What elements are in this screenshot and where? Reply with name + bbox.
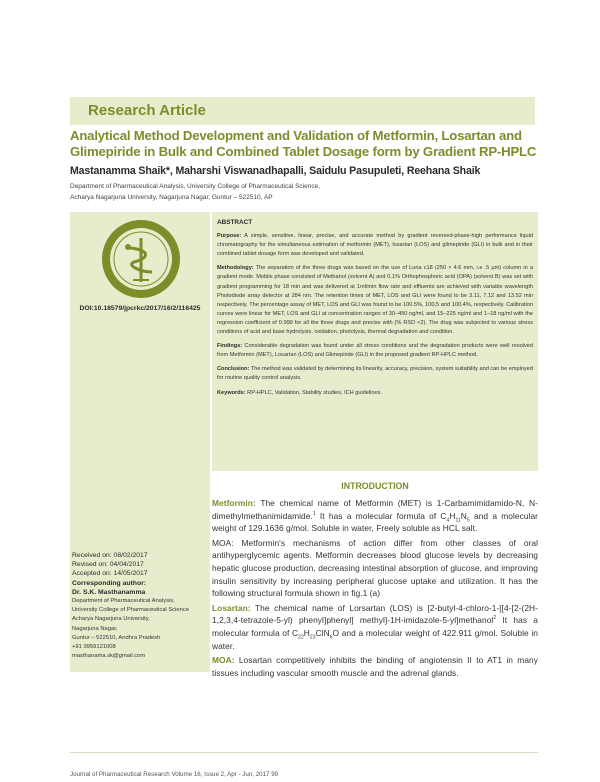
footer-divider (70, 752, 538, 753)
received-date: Received on: 08/02/2017 (72, 552, 148, 559)
corresponding-author-name: Dr. S.K. Masthanamma (72, 588, 146, 596)
abstract (217, 218, 533, 403)
findings-label: Findings: (217, 343, 243, 350)
losartan-label: Losartan: (212, 602, 251, 613)
affiliation-line-2: Acharya Nagarjuna University, Nagarjuna Nagar, Guntur – 522510, AP (70, 194, 273, 201)
text-run: Losartan competitively inhibits the binding of angiotensin II to AT1 in many tissues including vascular smooth muscle and the adrenal glands. (212, 655, 538, 678)
paragraph-moa-losartan (212, 654, 538, 679)
text-run: It has a molecular formula of C (319, 510, 447, 521)
text-run: The chemical name of Metformin (MET) is 1-Carbamimidamido-N, N-dimethylmethanimidamide. (212, 498, 538, 521)
address-line: University College of Pharmaceutical Science (72, 607, 189, 614)
text-run: H (303, 627, 310, 638)
introduction-body (212, 497, 538, 681)
paragraph-moa-metformin: MOA: Metformin's mechanisms of action differ from other classes of oral antihyperglycemic agents. Metformin decreases blood glucose levels by decreasing hepatic glucose production, decreasing intestinal absorption of glucose, and improving insulin sensitivity by increasing peripheral glucose uptake and utilization. It has the following structural formula shown in fig.1 (a) (212, 537, 538, 599)
purpose-label: Purpose: (217, 233, 242, 240)
text-run: and a molecular weight of 129.1636 g/mol. Soluble in water, Freely soluble as HCL salt. (212, 510, 539, 534)
text-run: O and a molecular weight of 422.911 g/mol. Soluble in water. (212, 627, 538, 651)
text-run: H (449, 510, 456, 521)
moa-label: MOA: (212, 655, 235, 666)
conclusion-label: Conclusion: (217, 366, 250, 373)
purpose-text: A simple, sensitive, linear, precise, and accurate method by gradient reversed-phase-high performance liquid chromatography for the simultaneous estimation of metformin (MET), losartan (LOS) and glimepiride (GLI) in bulk and in their combined tablet dosage form was developed and validated. (217, 233, 533, 258)
abstract-conclusion (217, 365, 533, 383)
article-dates (72, 551, 208, 661)
email: masthanama.sk@gmail.com (72, 653, 146, 660)
text-run: N (460, 510, 467, 521)
introduction-heading: INTRODUCTION (341, 481, 409, 491)
journal-footer: Journal of Pharmaceutical Research Volume 16, Issue 2, Apr - Jun, 2017 99 (70, 771, 279, 778)
text-run: ClN (315, 627, 330, 638)
address-line: Department of Pharmaceutical Analysis, (72, 598, 175, 605)
paper-title: Analytical Method Development and Validation of Metformin, Losartan and Glimepiride in Bulk and Combined Tablet Dosage form by Gradient RP-HPLC (70, 128, 537, 159)
keywords-label: Keywords: (217, 389, 246, 396)
affiliation-line-1: Department of Pharmaceutical Analysis, University College of Pharmaceutical Science, (70, 183, 321, 190)
methodology-label: Methodology: (217, 265, 254, 272)
corresponding-address (72, 597, 208, 661)
address-line: Acharya Nagarjuna University, (72, 616, 150, 623)
revised-date: Revised on: 04/04/2017 (72, 561, 144, 569)
doi-label: DOI:10.18579/jpcrkc/2017/16/2/116425 (79, 305, 201, 312)
subscript: 5 (466, 517, 470, 524)
abstract-heading: ABSTRACT (217, 219, 253, 226)
text-run: It has a molecular formula of C (212, 615, 538, 638)
keywords-text: RP-HPLC, Validation, Stability studies, ICH guidelines. (247, 389, 383, 396)
phone: +91 9959121008 (72, 644, 116, 651)
corresponding-author-label: Corresponding author: (72, 579, 147, 587)
findings-text: Considerable degradation was found under all stress conditions and the degradation products were well resolved from Metformin (MET), Losartan (LOS) and Glimepiride (GLI) in the proposed gradient RP-HPLC method. (217, 343, 533, 359)
subscript: 23 (309, 634, 316, 641)
subscript: 4 (446, 517, 450, 524)
methodology-text: The separation of the three drugs was based on the use of Luna c18 (250 × 4.6 mm, i.e .5 μm) column in a gradient mode. Mobile phase consisted of Methanol (solvent A) and 0.1% Orthophosphoric acid (OPA) (solvent B) was set with gradient programming for 18 min and was delivered at 1ml/min flow rate and effluents are achieved with variable wavelength Photodiode array detector at 284 nm. The retention times of MET, LOS and GLI were found to be 3.11, 7.12 and 13.52 min respectively. The percentage assay of MET, LOS and GLI was found to be 100.5%, 100.5 and 100.4%, respectively. Calibration curves were linear for MET, LOS and GLI at concentration ranges of 30–450 ng/ml, and 15–225 ng/ml and 1–18 ng/ml with the regression coefficient of 0.999 for all the three drugs and precise with (% RSD <2). The drug was subjected to various stress conditions of acid and base hydrolysis, oxidation, photolysis, thermal degradation and condition. (217, 265, 534, 336)
text-run: The chemical name of Lorsartan (LOS) is [2-butyl-4-chloro-1-[[4-[2-(2H-1,2,3,4-tetrazole-5-yl) phenyl]phenyl] methyl]-1H-imidazole-5-yl]methanol (212, 602, 538, 626)
author-list: Mastanamma Shaik*, Maharshi Viswanadhapalli, Saidulu Pasupuleti, Reehana Shaik (70, 165, 481, 177)
affiliation (70, 181, 540, 203)
address-line: Guntur – 522510, Andhra Pradesh (72, 634, 161, 641)
article-type: Research Article (88, 102, 206, 119)
citation: 2 (493, 615, 497, 622)
journal-logo-icon (100, 218, 182, 300)
accepted-date: Accepted on: 14/05/2017 (72, 570, 148, 578)
abstract-keywords (217, 389, 533, 398)
abstract-findings (217, 342, 533, 360)
citation: 1 (312, 510, 316, 517)
address-line: Nagarjuna Nagar, (72, 625, 118, 632)
paragraph-metformin (212, 497, 538, 535)
metformin-label: Metformin: (212, 498, 256, 508)
subscript: 6 (329, 634, 333, 641)
subscript: 11 (455, 517, 461, 524)
abstract-methodology (217, 264, 533, 337)
paragraph-losartan (212, 602, 538, 652)
abstract-purpose (217, 232, 533, 259)
conclusion-text: The method was validated by determining its linearity, accuracy, precision, system suitability and can be employed for routine quality control analysis. (217, 366, 534, 382)
subscript: 22 (298, 634, 304, 641)
